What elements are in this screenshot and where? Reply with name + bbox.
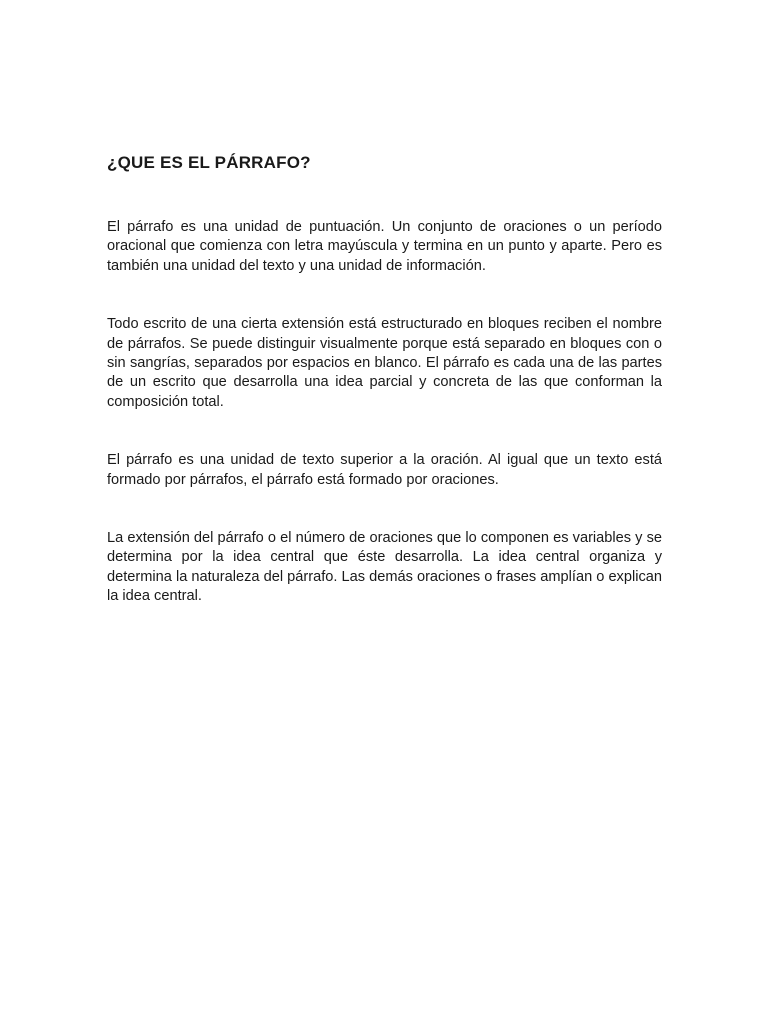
paragraph-extension: La extensión del párrafo o el número de oraciones que lo componen es variables y se determina por la idea central que éste desarrolla. La idea central organiza y determina la naturaleza del párrafo. Las demás oraciones o frases amplían o explican la idea central. <box>107 530 662 605</box>
paragraph-definition: El párrafo es una unidad de puntuación. Un conjunto de oraciones o un período oracional que comienza con letra mayúscula y termina en un punto y aparte. Pero es también una unidad del texto y una unidad de información. <box>107 219 662 274</box>
document-body <box>107 152 662 607</box>
paragraph-structure: Todo escrito de una cierta extensión está estructurado en bloques reciben el nombre de párrafos. Se puede distinguir visualmente porque está separado en bloques con o sin sangrías, separados por espacios en blanco. El párrafo es cada una de las partes de un escrito que desarrolla una idea parcial y concreta de las que conforman la composición total. <box>107 316 662 410</box>
paragraph-unit: El párrafo es una unidad de texto superior a la oración. Al igual que un texto está formado por párrafos, el párrafo está formado por oraciones. <box>107 452 662 488</box>
document-title: ¿QUE ES EL PÁRRAFO? <box>107 153 311 172</box>
